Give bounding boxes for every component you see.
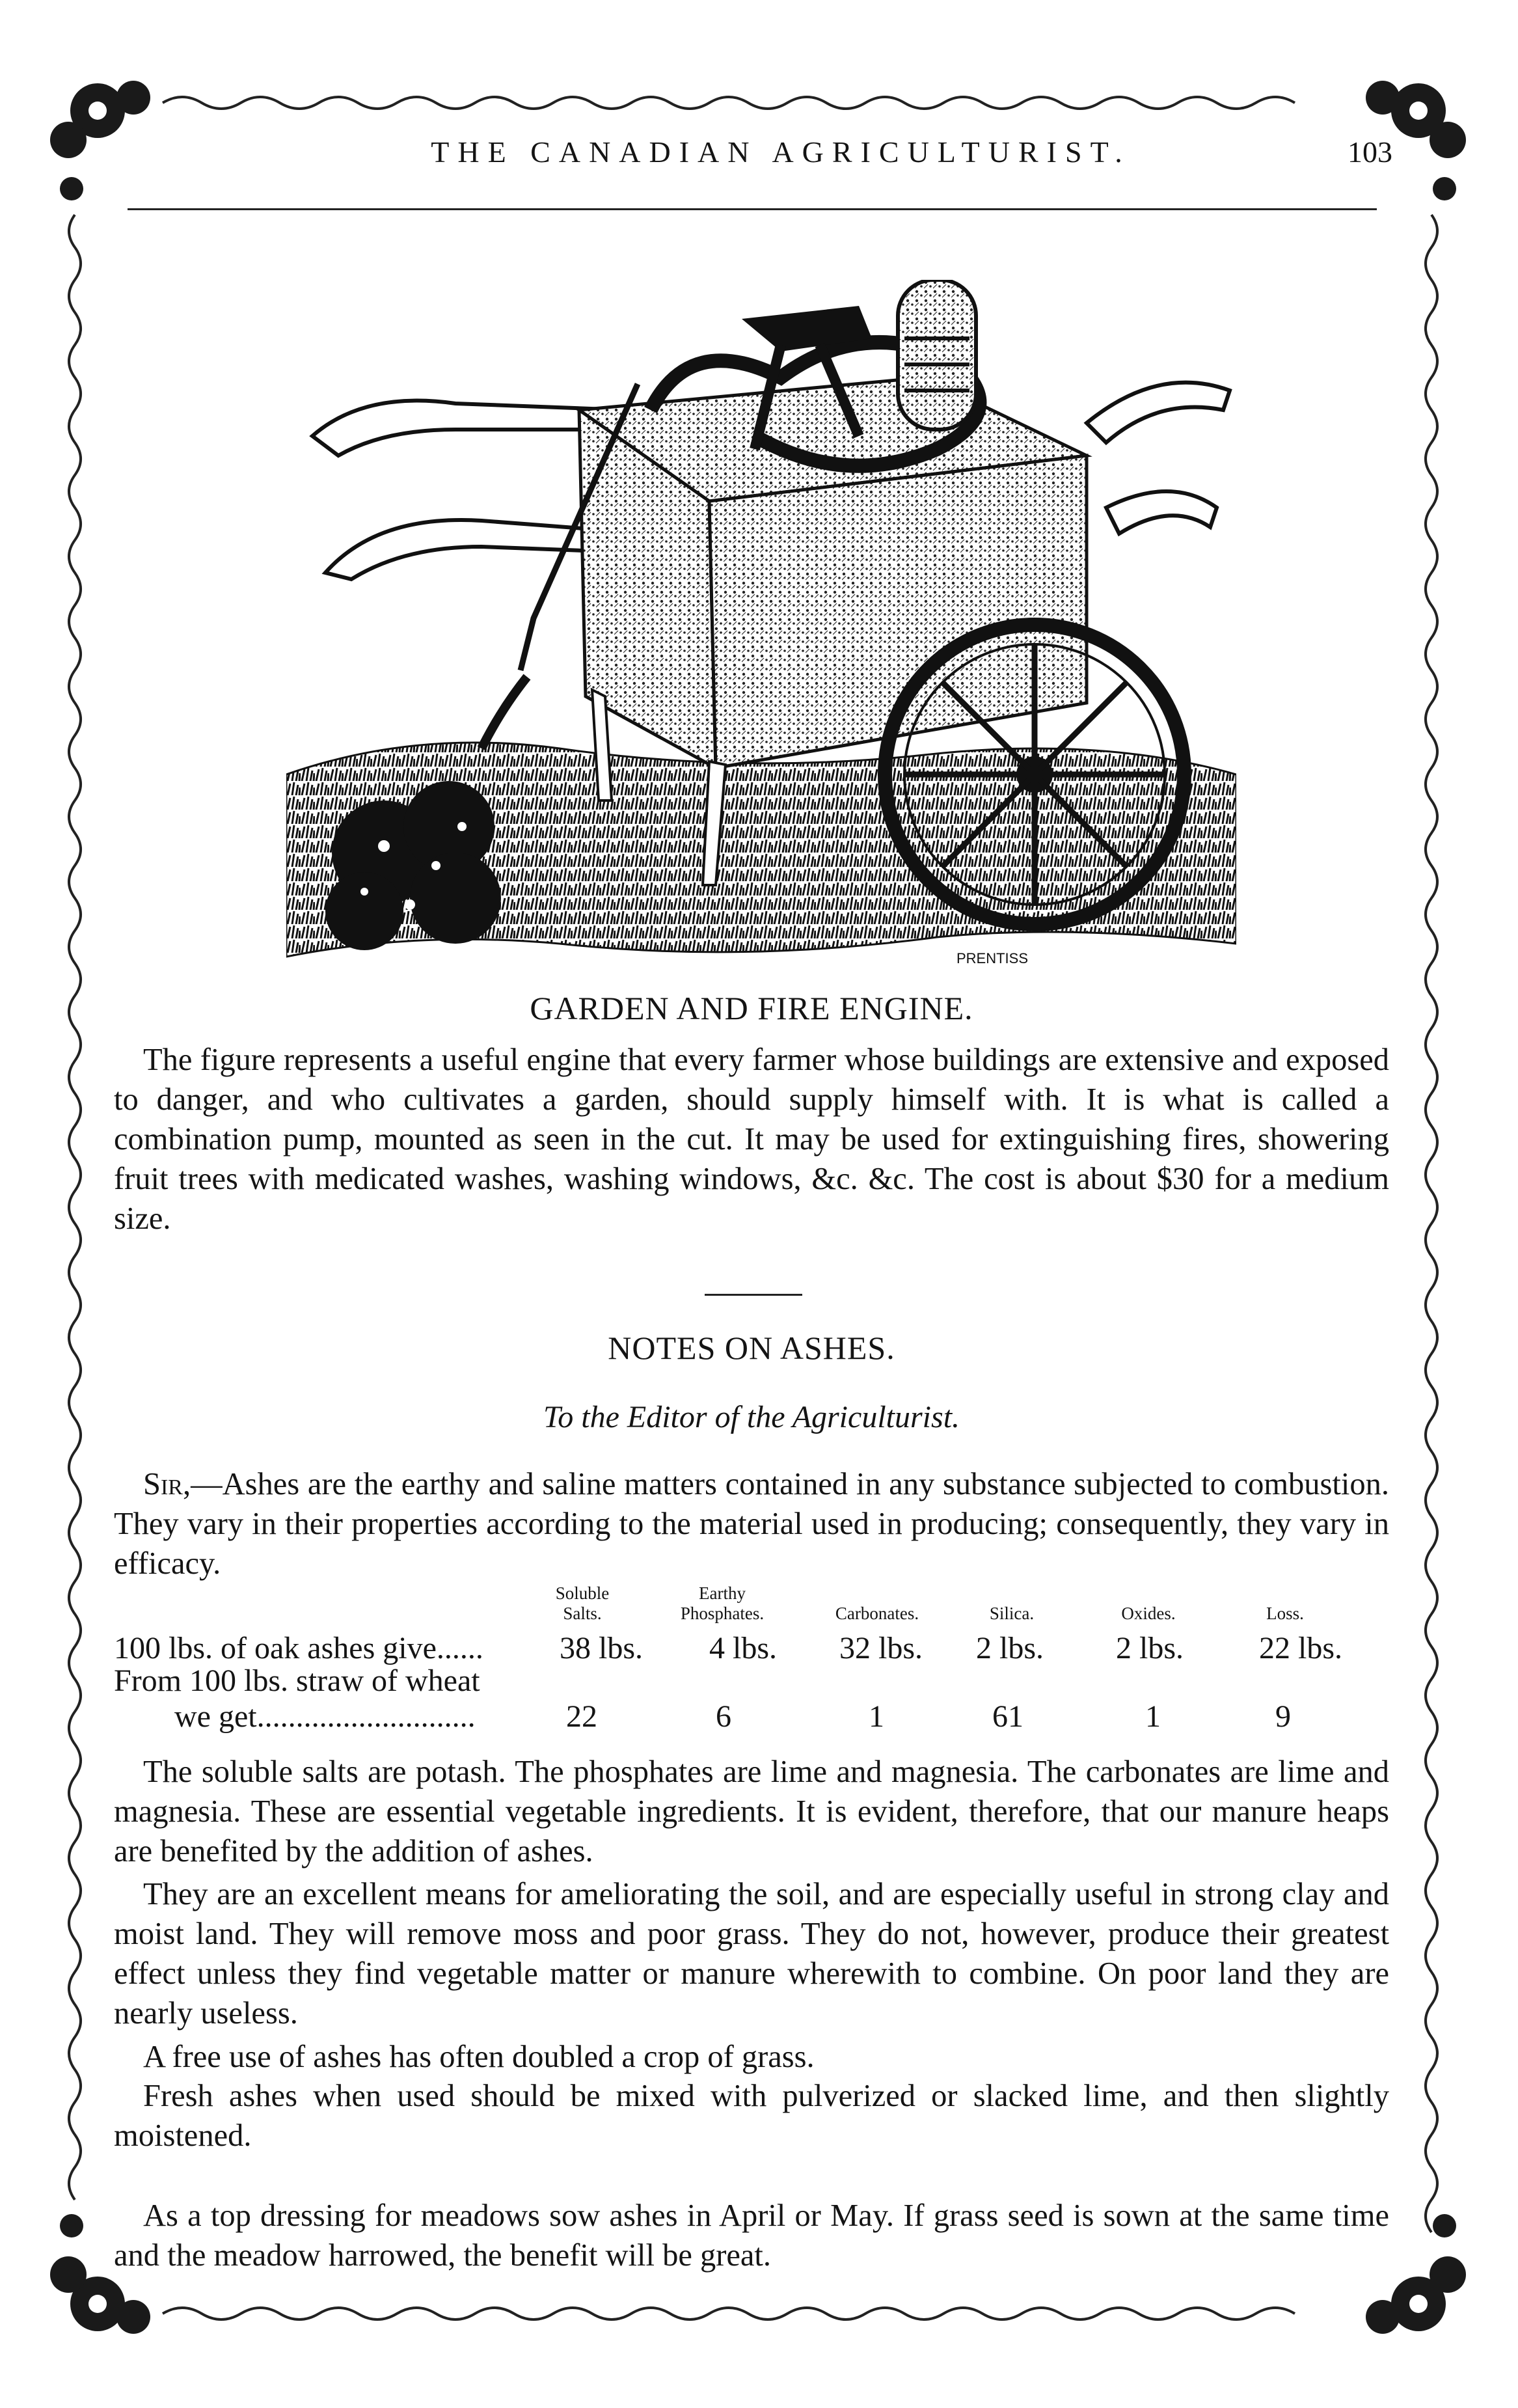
table-cell: 9 (1275, 1699, 1291, 1734)
paragraph-soluble-salts: The soluble salts are potash. The phosphates are lime and magnesia. The carbonates are lime and magnesia. These are essential vegetable ingredients. It is evident, therefore, that our manure heaps are benefited by the addition of ashes. (114, 1755, 1389, 1868)
table-cell: 22 lbs. (1259, 1631, 1343, 1665)
table-cell: 6 (716, 1699, 731, 1734)
header-rule (128, 208, 1377, 210)
table-row-label-wheat-straw: From 100 lbs. straw of wheat (114, 1663, 480, 1698)
table-row-label-wheat-straw-cont: we get............................ (174, 1699, 476, 1734)
table-cell: 2 lbs. (976, 1631, 1044, 1665)
table-cell: 1 (1145, 1699, 1161, 1734)
page-number: 103 (1348, 135, 1392, 169)
intro-text: —Ashes are the earthy and saline matters contained in any substance subjected to combustion. They vary in their properties according to the material used in producing; consequently, they vary in efficacy. (114, 1467, 1389, 1581)
table-cell: 61 (992, 1699, 1023, 1734)
table-cell: 2 lbs. (1116, 1631, 1184, 1665)
paragraph-soil-benefits: They are an excellent means for ameliorating the soil, and are especially useful in strong clay and moist land. They will remove moss and poor grass. They do not, however, produce their greatest effect unless they find vegetable matter or manure wherewith to combine. On poor land they are nearly useless. (114, 1877, 1389, 2031)
section-title-garden-engine: GARDEN AND FIRE ENGINE. (530, 990, 973, 1026)
engraver-signature: PRENTISS (956, 950, 1029, 966)
letter-address-line: To the Editor of the Agriculturist. (543, 1400, 960, 1434)
garden-fire-engine-engraving (286, 280, 1236, 976)
cart-wheel (885, 625, 1184, 924)
column-header-silica: Silica. (989, 1604, 1035, 1623)
salutation: Sir, (143, 1467, 191, 1501)
section-divider (705, 1294, 802, 1296)
running-title: THE CANADIAN AGRICULTURIST. (431, 135, 1131, 169)
section-title-notes-on-ashes: NOTES ON ASHES. (608, 1330, 895, 1366)
table-row-label-oak-ashes: 100 lbs. of oak ashes give...... (114, 1631, 483, 1665)
table-cell: 38 lbs. (560, 1631, 644, 1665)
paragraph-intro (114, 1464, 1389, 1583)
paragraph-fresh-ashes: Fresh ashes when used should be mixed with pulverized or slacked lime, and then slightly moistened. (114, 2079, 1389, 2153)
table-cell: 32 lbs. (839, 1631, 923, 1665)
paragraph-free-use: A free use of ashes has often doubled a crop of grass. (143, 2040, 815, 2074)
column-header-earthy-phosphates: Earthy Phosphates. (680, 1583, 765, 1623)
table-cell: 1 (869, 1699, 884, 1734)
paragraph-top-dressing: As a top dressing for meadows sow ashes in April or May. If grass seed is sown at the same time and the meadow harrowed, the benefit will be great. (114, 2198, 1389, 2273)
column-header-loss: Loss. (1266, 1604, 1304, 1623)
column-header-soluble-salts: Soluble Salts. (555, 1583, 610, 1623)
table-cell: 22 (566, 1699, 597, 1734)
column-header-carbonates: Carbonates. (835, 1604, 919, 1623)
column-header-oxides: Oxides. (1121, 1604, 1176, 1623)
table-cell: 4 lbs. (709, 1631, 778, 1665)
air-chamber (898, 280, 976, 430)
paragraph-engine-description: The figure represents a useful engine that every farmer whose buildings are extensive and exposed to danger, and who cultivates a garden, should supply himself with. It is what is called a combination pump, mounted as seen in the cut. It may be used for extinguishing fires, showering fruit trees with medicated washes, washing windows, &c. &c. The cost is about $30 for a medium size. (114, 1043, 1389, 1236)
